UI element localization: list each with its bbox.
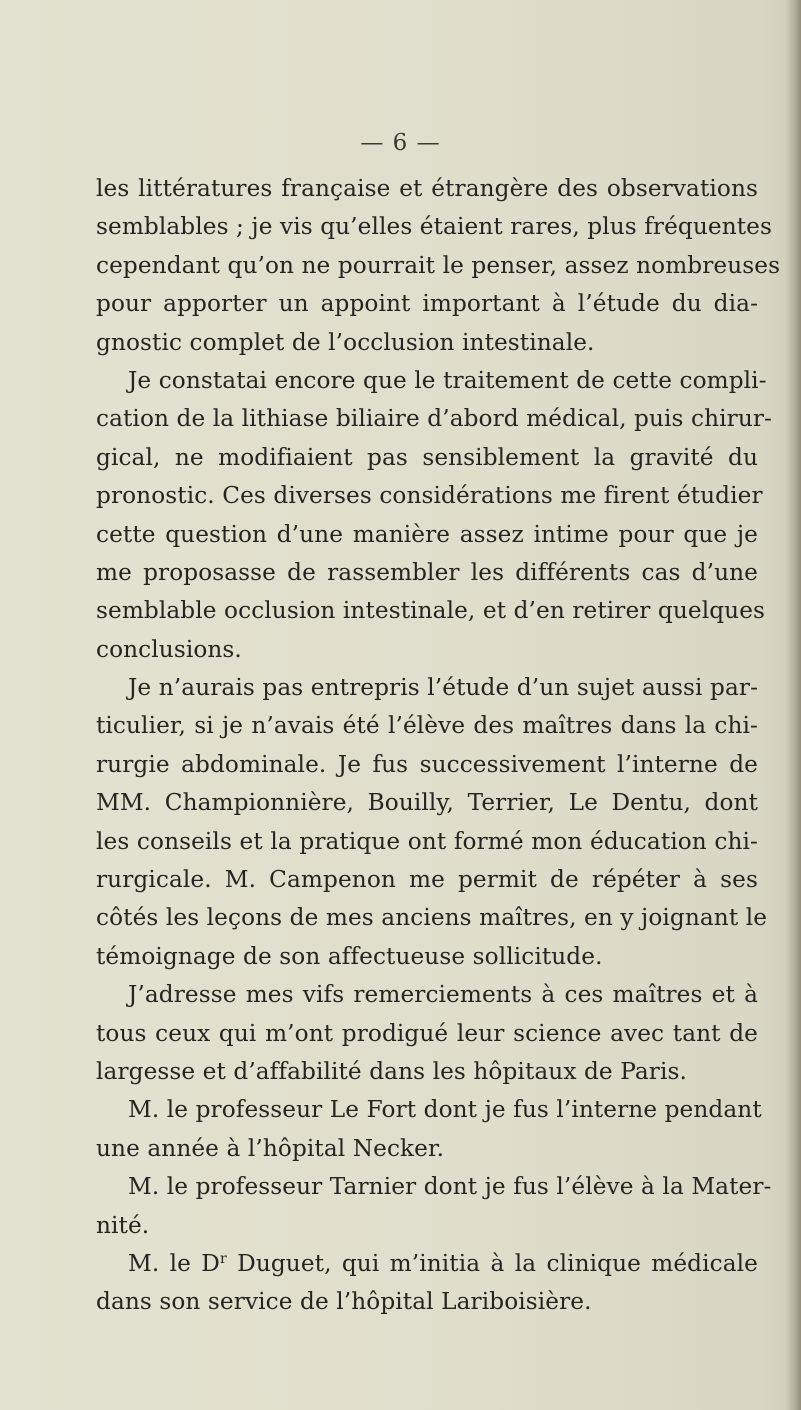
paragraph-start-line: Je n’aurais pas entrepris l’étude d’un sujet aussi par- — [128, 674, 758, 702]
text-line: pour apporter un appoint important à l’étude du dia- — [96, 290, 758, 318]
paragraph-start-line: J’adresse mes vifs remerciements à ces maîtres et à — [128, 981, 758, 1009]
text-line: une année à l’hôpital Necker. — [96, 1134, 445, 1162]
paragraph-start-line: M. le professeur Le Fort dont je fus l’interne pendant — [128, 1096, 762, 1124]
text-line: cependant qu’on ne pourrait le penser, assez nombreuses — [96, 251, 781, 279]
text-line: ticulier, si je n’avais été l’élève des maîtres dans la chi- — [96, 712, 758, 740]
text-line: rurgicale. M. Campenon me permit de répéter à ses — [96, 866, 758, 894]
text-line: gical, ne modifiaient pas sensiblement la gravité du — [96, 443, 758, 471]
text-line: dans son service de l’hôpital Lariboisière. — [96, 1288, 592, 1316]
text-line: pronostic. Ces diverses considérations me firent étudier — [96, 482, 763, 510]
text-line: largesse et d’affabilité dans les hôpitaux de Paris. — [96, 1057, 687, 1085]
text-line: MM. Championnière, Bouilly, Terrier, Le Dentu, dont — [96, 789, 758, 817]
paragraph-start-line: M. le professeur Tarnier dont je fus l’élève à la Mater- — [128, 1173, 772, 1201]
text-line: conclusions. — [96, 635, 242, 663]
text-line: gnostic complet de l’occlusion intestinale. — [96, 328, 595, 356]
text-line: tous ceux qui m’ont prodigué leur science avec tant de — [96, 1019, 758, 1047]
text-line: me proposasse de rassembler les différents cas d’une — [96, 558, 758, 586]
text-line: semblable occlusion intestinale, et d’en retirer quelques — [96, 597, 766, 625]
paragraph-start-line — [96, 1245, 758, 1283]
text-line: cette question d’une manière assez intime pour que je — [96, 520, 758, 548]
text-line: semblables ; je vis qu’elles étaient rares, plus fréquentes — [96, 213, 772, 241]
text-segment: Duguet, qui m’initia à la clinique médicale — [237, 1249, 758, 1277]
text-segment: M. le D — [128, 1249, 220, 1277]
paragraph-start-line: Je constatai encore que le traitement de cette compli- — [128, 366, 767, 394]
text-line: les littératures française et étrangère des observations — [96, 175, 758, 202]
body-text — [96, 170, 781, 1322]
text-line: côtés les leçons de mes anciens maîtres, en y joignant le — [96, 904, 768, 932]
text-line: cation de la lithiase biliaire d’abord médical, puis chirur- — [96, 405, 772, 433]
superscript: r — [220, 1250, 227, 1267]
page-number: — 6 — — [360, 130, 441, 156]
text-line: rurgie abdominale. Je fus successivement l’interne de — [96, 750, 758, 778]
text-line: les conseils et la pratique ont formé mon éducation chi- — [96, 827, 758, 855]
text-line: nité. — [96, 1211, 150, 1239]
text-line: témoignage de son affectueuse sollicitude. — [96, 942, 603, 970]
page-edge-shadow — [785, 0, 801, 1410]
